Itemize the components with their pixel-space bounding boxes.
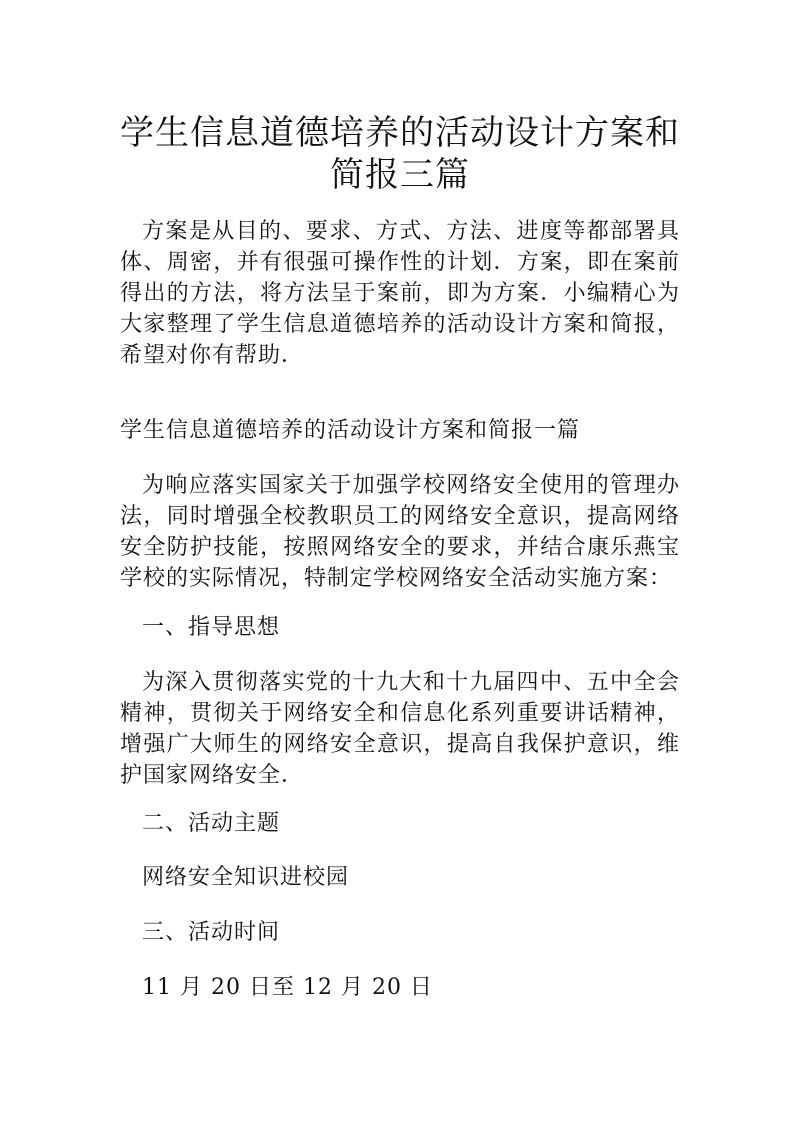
activity-theme: 网络安全知识进校园	[142, 865, 350, 890]
intro-paragraph: 方案是从目的、要求、方式、方法、进度等都部署具体、周密，并有很强可操作性的计划．方案，即在案前得出的方法，将方法呈于案前，即为方案．小编精心为大家整理了学生信息道德培养的活动设计方案和简报，希望对你有帮助．	[120, 219, 680, 368]
document-title: 学生信息道德培养的活动设计方案和简报三篇	[120, 113, 680, 195]
section-heading-1: 一、指导思想	[142, 615, 281, 640]
body-paragraph-2: 为深入贯彻落实党的十九大和十九届四中、五中全会精神，贯彻关于网络安全和信息化系列重要讲话精神，增强广大师生的网络安全意识，提高自我保护意识，维护国家网络安全．	[120, 670, 680, 788]
section-heading-2: 二、活动主题	[142, 811, 281, 836]
section-subtitle: 学生信息道德培养的活动设计方案和简报一篇	[120, 418, 581, 443]
activity-time: 11 月 20 日至 12 月 20 日	[142, 975, 433, 1000]
body-paragraph-1: 为响应落实国家关于加强学校网络安全使用的管理办法，同时增强全校教职员工的网络安全意识，提高网络安全防护技能，按照网络安全的要求，并结合康乐燕宝学校的实际情况，特制定学校网络安全活动实施方案：	[120, 473, 680, 591]
section-heading-3: 三、活动时间	[142, 920, 281, 945]
